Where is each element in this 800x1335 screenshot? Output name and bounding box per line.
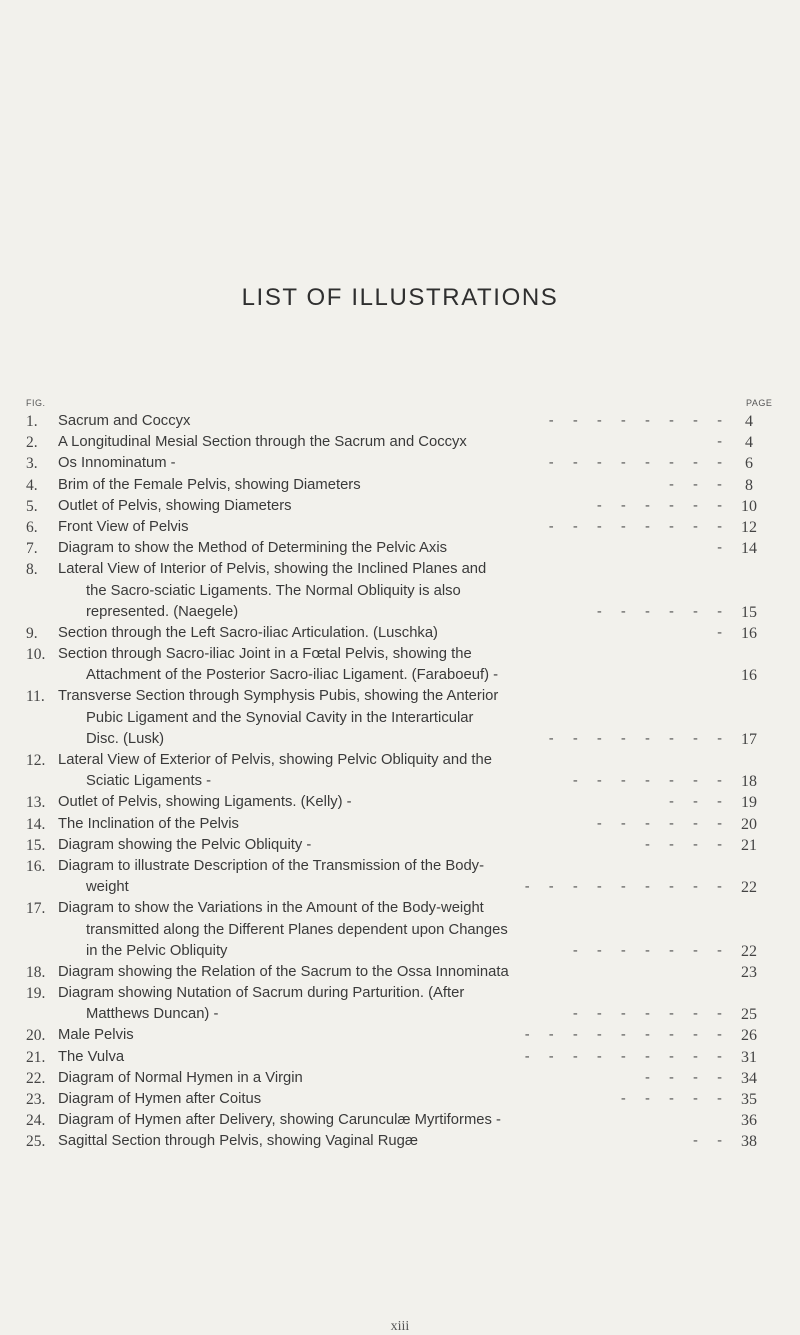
page-number: 19	[741, 794, 757, 812]
figure-caption: Diagram of Hymen after Delivery, showing Carunculæ Myrtiformes -	[58, 1112, 501, 1129]
leader-dashes: - - - - - - -	[572, 942, 722, 959]
figure-caption: Lateral View of Exterior of Pelvis, showing Pelvic Obliquity and the	[58, 752, 492, 768]
entry-line	[0, 877, 800, 898]
list-item	[0, 411, 800, 432]
leader-dashes: - -	[693, 1133, 722, 1150]
entry-line	[0, 517, 800, 538]
page-number: 8	[745, 476, 753, 494]
list-item	[0, 962, 800, 983]
page-number: 16	[741, 667, 757, 685]
figure-number: 3.	[26, 455, 38, 473]
figure-number: 23.	[26, 1091, 46, 1108]
page-number: 4	[745, 413, 753, 430]
figure-caption: Section through Sacro-iliac Joint in a Fœtal Pelvis, showing the	[58, 646, 472, 663]
figure-caption: The Vulva	[58, 1048, 125, 1065]
entry-line	[0, 835, 800, 856]
fig-column-header: FIG.	[26, 398, 46, 408]
figure-caption: A Longitudinal Mesial Section through the Sacrum and Coccyx	[58, 434, 467, 451]
list-item	[0, 496, 800, 517]
page-column-header: PAGE	[746, 398, 773, 408]
figure-caption: Sacrum and Coccyx	[58, 413, 191, 429]
figure-number: 19.	[26, 985, 46, 1003]
entry-line	[0, 771, 800, 792]
list-item	[0, 1068, 800, 1089]
figure-caption: Lateral View of Interior of Pelvis, showing the Inclined Planes and	[58, 561, 487, 578]
leader-dashes: - - - - -	[620, 1091, 722, 1107]
entry-line	[0, 792, 800, 813]
figure-number: 5.	[26, 497, 38, 515]
page-number: 21	[741, 836, 757, 854]
leader-dashes: - - - - - - - -	[548, 518, 722, 535]
leader-dashes: - - - - - -	[596, 603, 722, 620]
entry-line	[0, 708, 800, 729]
figure-number: 1.	[26, 413, 38, 430]
entry-line	[0, 1047, 800, 1068]
leader-dashes: - - - - - - - -	[548, 455, 722, 472]
figure-caption: in the Pelvic Obliquity	[86, 942, 228, 959]
entry-line	[0, 750, 800, 771]
list-item	[0, 898, 800, 962]
figure-number: 10.	[26, 646, 46, 664]
entry-line	[0, 411, 800, 432]
figure-caption: Diagram showing the Relation of the Sacrum to the Ossa Innominata	[58, 963, 509, 980]
figure-caption: Diagram to illustrate Description of the Transmission of the Body-	[58, 857, 485, 874]
illustrations-list	[0, 411, 800, 1153]
list-item	[0, 1025, 800, 1046]
leader-dashes: - - - -	[644, 836, 722, 853]
list-item	[0, 644, 800, 686]
leader-dashes: - - - - - - - - -	[524, 1048, 722, 1065]
figure-caption: Disc. (Lusk)	[86, 730, 165, 747]
figure-caption: The Inclination of the Pelvis	[58, 815, 239, 832]
figure-number: 17.	[26, 900, 46, 918]
leader-dashes: - - - - - - - -	[548, 413, 722, 429]
leader-dashes: - - - - - -	[596, 815, 722, 832]
entry-line	[0, 538, 800, 559]
list-item	[0, 475, 800, 496]
figure-caption: Sagittal Section through Pelvis, showing Vaginal Rugæ	[58, 1133, 418, 1150]
list-item	[0, 1047, 800, 1068]
figure-caption: Outlet of Pelvis, showing Ligaments. (Kelly) -	[58, 794, 352, 811]
figure-number: 21.	[26, 1048, 46, 1066]
page-number: 17	[741, 730, 757, 748]
entry-line	[0, 983, 800, 1004]
page-number: 18	[741, 773, 757, 791]
list-item	[0, 1110, 800, 1131]
figure-number: 24.	[26, 1112, 46, 1130]
leader-dashes: - - - - - - -	[572, 773, 722, 790]
entry-line	[0, 1025, 800, 1046]
list-item	[0, 750, 800, 792]
list-item	[0, 983, 800, 1025]
figure-caption: Section through the Left Sacro-iliac Articulation. (Luschka)	[58, 624, 438, 641]
page-number: 22	[741, 879, 757, 897]
leader-dashes: - - - - - -	[596, 497, 722, 514]
page-number: 36	[741, 1112, 757, 1130]
figure-caption: Pubic Ligament and the Synovial Cavity in the Interarticular	[86, 709, 474, 726]
figure-caption: the Sacro-sciatic Ligaments. The Normal Obliquity is also	[86, 582, 461, 599]
list-item	[0, 1089, 800, 1110]
leader-dashes: - - - - - - -	[572, 1006, 722, 1023]
leader-dashes: - - -	[668, 476, 722, 493]
list-item	[0, 686, 800, 750]
page-number: 15	[741, 603, 757, 621]
list-item	[0, 856, 800, 898]
list-item	[0, 792, 800, 813]
leader-dashes: -	[717, 434, 722, 451]
page-number: 23	[741, 963, 757, 981]
figure-caption: Diagram showing the Pelvic Obliquity -	[58, 836, 312, 853]
list-item	[0, 835, 800, 856]
leader-dashes: - - -	[668, 794, 722, 811]
page-number: 6	[745, 455, 753, 473]
page-number: 38	[741, 1133, 757, 1151]
figure-caption: represented. (Naegele)	[86, 603, 239, 620]
list-item	[0, 814, 800, 835]
figure-caption: Diagram to show the Method of Determining the Pelvic Axis	[58, 540, 448, 557]
figure-caption: Front View of Pelvis	[58, 518, 189, 535]
leader-dashes: - - - - - - - - -	[524, 1027, 722, 1044]
figure-caption: Diagram of Normal Hymen in a Virgin	[58, 1069, 303, 1086]
list-item	[0, 623, 800, 644]
figure-number: 16.	[26, 857, 46, 875]
entry-line	[0, 665, 800, 686]
leader-dashes: - - - - - - - -	[548, 730, 722, 747]
list-item	[0, 517, 800, 538]
entry-line	[0, 1110, 800, 1131]
figure-number: 20.	[26, 1027, 46, 1045]
page-number: 22	[741, 942, 757, 960]
entry-line	[0, 814, 800, 835]
figure-number: 2.	[26, 434, 38, 452]
figure-caption: Transverse Section through Symphysis Pubis, showing the Anterior	[58, 688, 499, 705]
figure-caption: Outlet of Pelvis, showing Diameters	[58, 497, 292, 514]
figure-number: 12.	[26, 752, 46, 769]
figure-caption: Male Pelvis	[58, 1027, 134, 1044]
entry-line	[0, 1004, 800, 1025]
entry-line	[0, 920, 800, 941]
figure-number: 8.	[26, 561, 38, 579]
figure-caption: Matthews Duncan) -	[86, 1006, 219, 1023]
page-number: 10	[741, 497, 757, 515]
entry-line	[0, 856, 800, 877]
entry-line	[0, 686, 800, 707]
page-number: 14	[741, 540, 757, 558]
entry-line	[0, 1068, 800, 1089]
page-number: 12	[741, 518, 757, 536]
list-item	[0, 1131, 800, 1152]
entry-line	[0, 644, 800, 665]
entry-line	[0, 898, 800, 919]
figure-number: 15.	[26, 836, 46, 854]
page-number: 4	[745, 434, 753, 452]
figure-caption: Os Innominatum -	[58, 455, 176, 472]
figure-number: 4.	[26, 476, 38, 494]
page-number: 16	[741, 624, 757, 642]
page-number: 34	[741, 1069, 757, 1087]
figure-number: 6.	[26, 518, 38, 536]
list-item	[0, 432, 800, 453]
figure-number: 18.	[26, 963, 46, 981]
figure-number: 7.	[26, 540, 38, 558]
figure-number: 11.	[26, 688, 45, 706]
entry-line	[0, 581, 800, 602]
figure-caption: Diagram to show the Variations in the Amount of the Body-weight	[58, 900, 484, 917]
page-number: 26	[741, 1027, 757, 1045]
page-number: 25	[741, 1006, 757, 1024]
entry-line	[0, 729, 800, 750]
entry-line	[0, 962, 800, 983]
figure-caption: Diagram showing Nutation of Sacrum during Parturition. (After	[58, 985, 465, 1002]
entry-line	[0, 559, 800, 580]
figure-caption: weight	[86, 879, 129, 896]
page-title: LIST OF ILLUSTRATIONS	[241, 284, 559, 311]
figure-caption: Diagram of Hymen after Coitus	[58, 1091, 262, 1107]
entry-line	[0, 496, 800, 517]
entry-line	[0, 1131, 800, 1152]
entry-line	[0, 475, 800, 496]
page-number: 20	[741, 815, 757, 833]
figure-caption: transmitted along the Different Planes dependent upon Changes	[86, 921, 508, 938]
figure-number: 22.	[26, 1069, 46, 1087]
entry-line	[0, 432, 800, 453]
list-item	[0, 559, 800, 623]
entry-line	[0, 1089, 800, 1110]
list-item	[0, 538, 800, 559]
figure-number: 14.	[26, 815, 46, 833]
entry-line	[0, 623, 800, 644]
list-item	[0, 453, 800, 474]
page-number: 31	[741, 1048, 757, 1066]
entry-line	[0, 453, 800, 474]
leader-dashes: - - - - - - - - -	[524, 879, 722, 896]
leader-dashes: -	[717, 540, 722, 557]
leader-dashes: - - - -	[644, 1069, 722, 1086]
figure-caption: Brim of the Female Pelvis, showing Diameters	[58, 476, 361, 493]
leader-dashes: -	[717, 624, 722, 641]
figure-number: 9.	[26, 624, 38, 642]
entry-line	[0, 602, 800, 623]
page-number: 35	[741, 1091, 757, 1108]
figure-number: 13.	[26, 794, 46, 812]
figure-number: 25.	[26, 1133, 46, 1151]
figure-caption: Attachment of the Posterior Sacro-iliac Ligament. (Faraboeuf) -	[86, 667, 499, 684]
page-number-footer: xiii	[390, 1319, 410, 1334]
figure-caption: Sciatic Ligaments -	[86, 773, 212, 790]
entry-line	[0, 941, 800, 962]
